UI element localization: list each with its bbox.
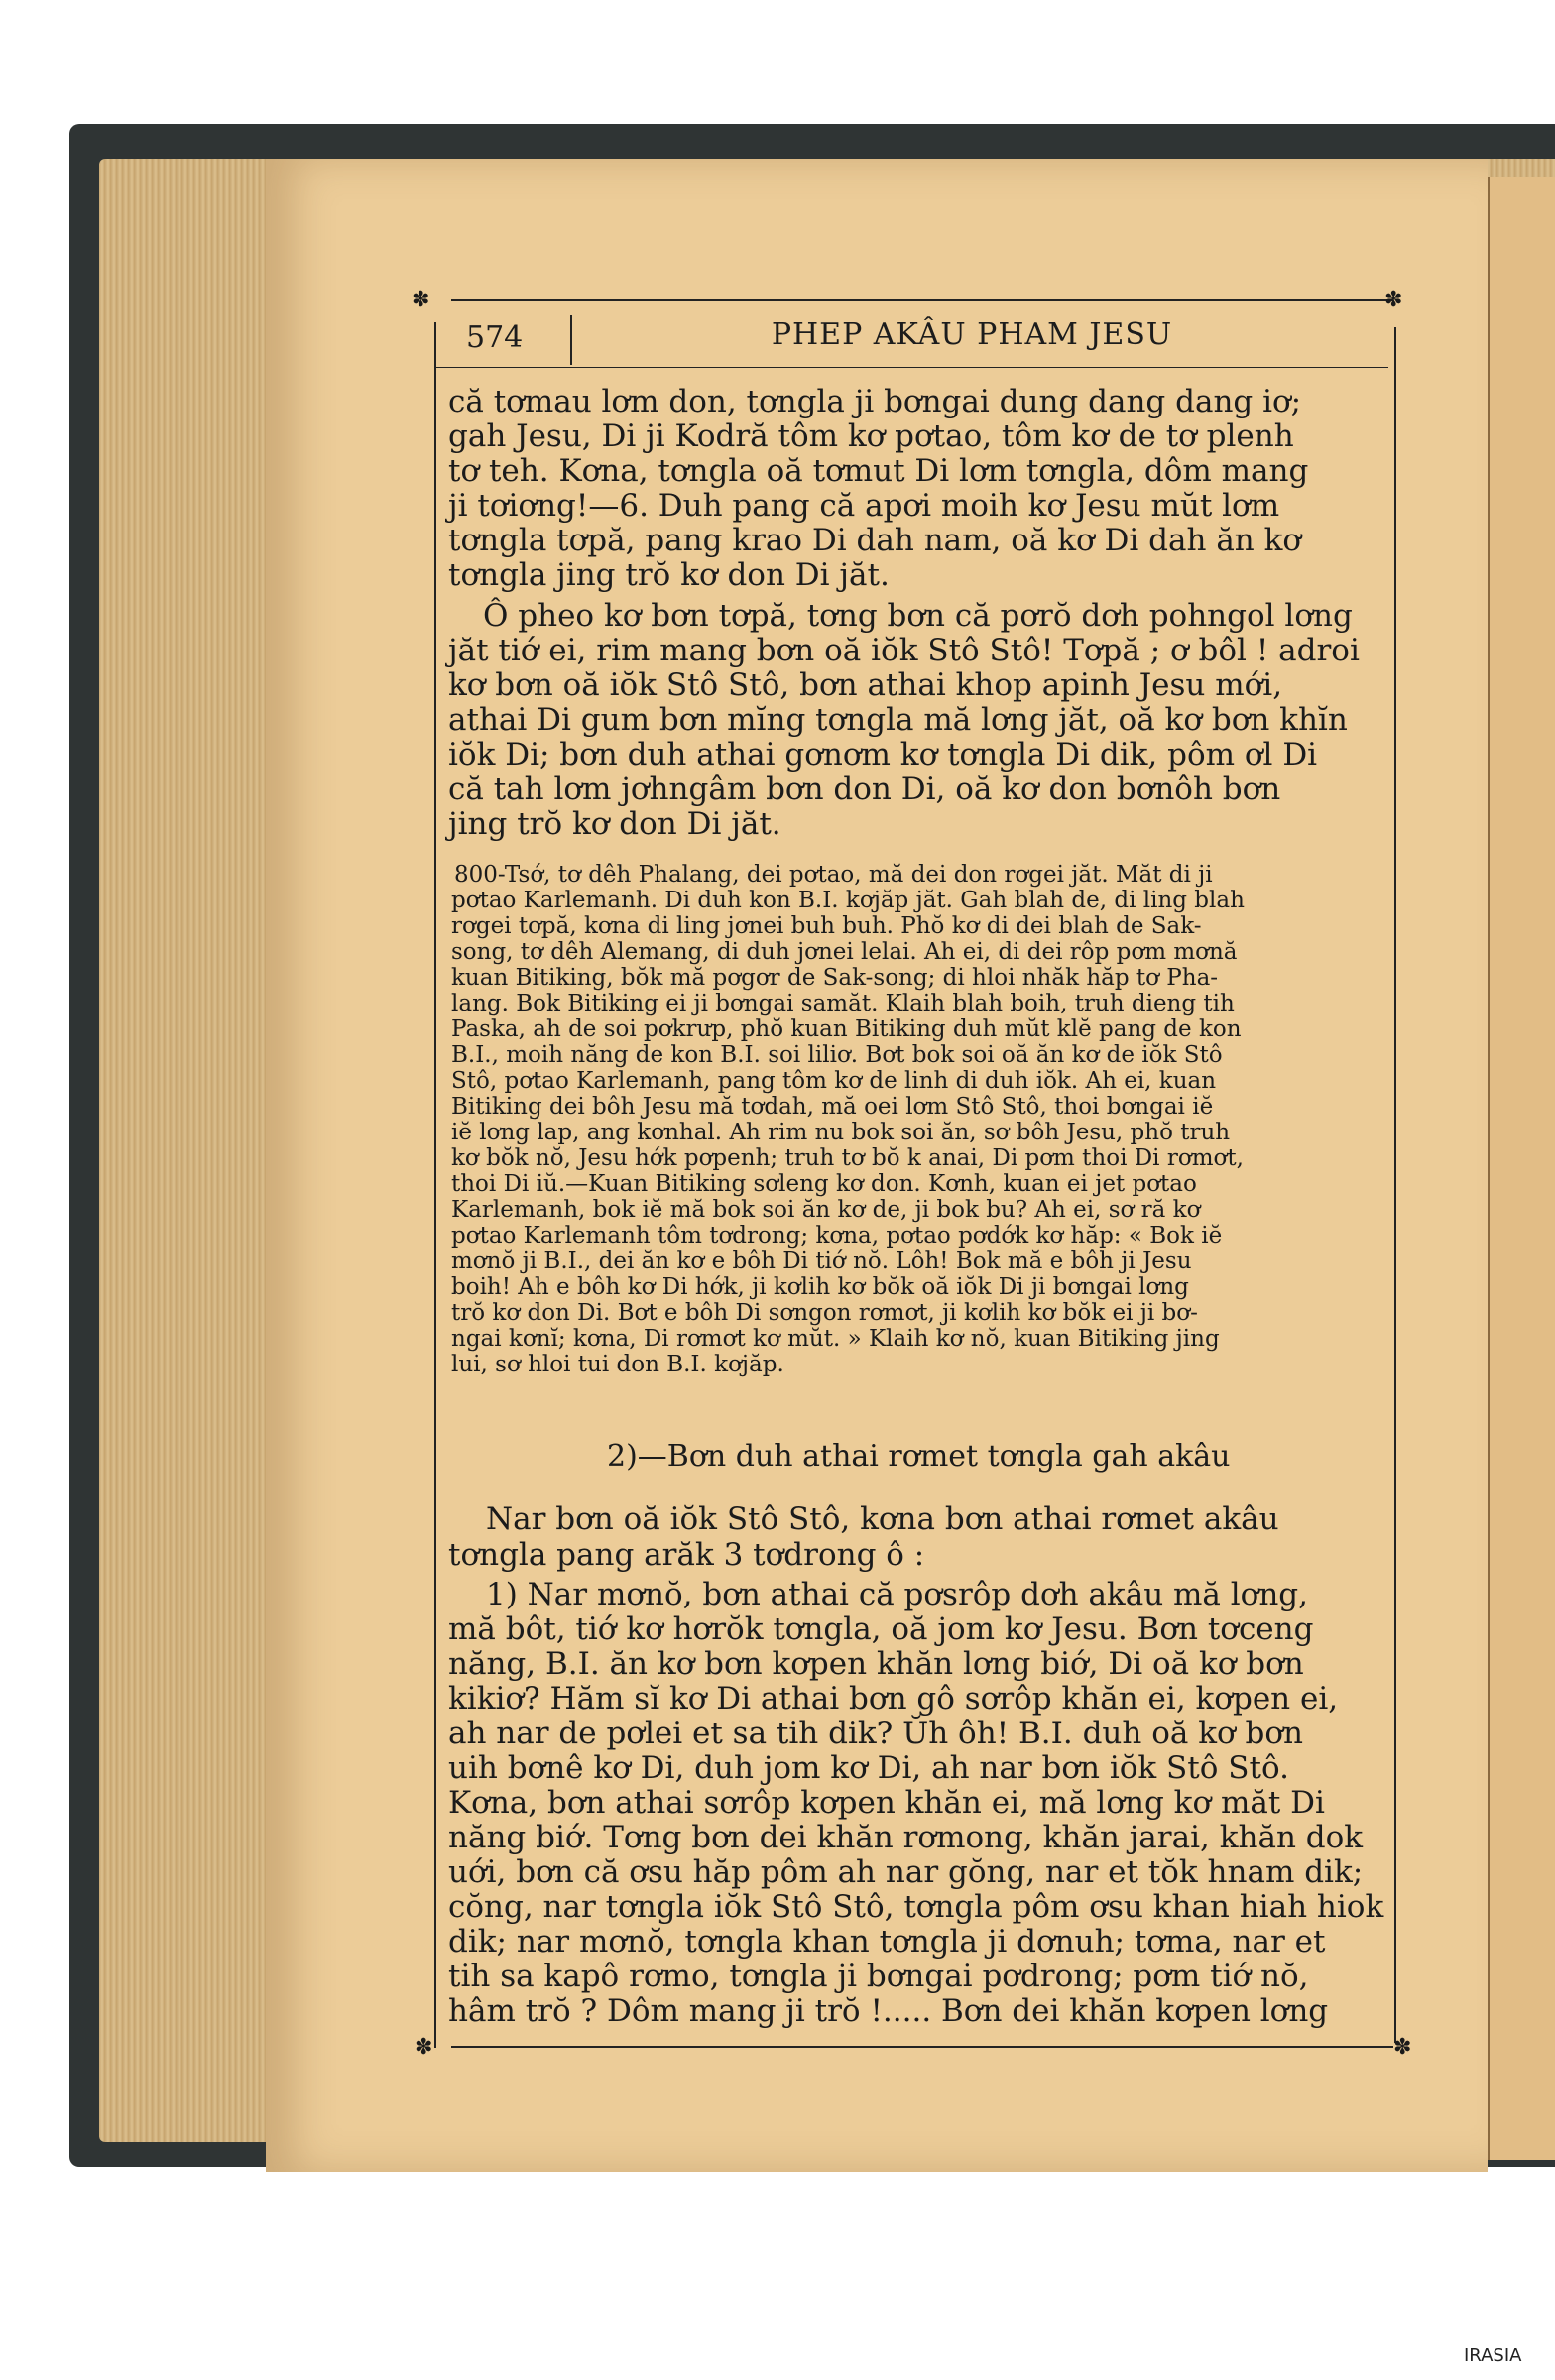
running-title: PHEP AKÂU PHAM JESU [771, 317, 1173, 352]
text-line: că tah lơm jơhngâm bơn don Di, oă kơ don bơnôh bơn [448, 772, 1281, 807]
text-line: năng biớ. Tơng bơn dei khăn rơmong, khăn jarai, khăn dok [448, 1820, 1364, 1855]
text-line: jing trŏ kơ don Di jăt. [448, 806, 781, 842]
text-line: 1) Nar mơnŏ, bơn athai că pơsrôp dơh akâu mă lơng, [486, 1577, 1308, 1612]
text-line: dik; nar mơnŏ, tơngla khan tơngla ji dơnuh; tơma, nar et [448, 1924, 1326, 1960]
story-line: pơtao Karlemanh. Di duh kon B.I. kơjăp jăt. Gah blah de, di ling blah [451, 888, 1245, 913]
story-line: kuan Bitiking, bŏk mă pơgơr de Sak-song; di hloi nhăk hăp tơ Pha- [451, 965, 1219, 991]
right-border [1394, 327, 1396, 2043]
ornament-icon: ✽ [415, 2035, 433, 2060]
text-line: kơ bơn oă iŏk Stô Stô, bơn athai khop apinh Jesu mới, [448, 667, 1283, 703]
ornament-icon: ✽ [1384, 288, 1403, 312]
story-line: rơgei tơpă, kơna di ling jơnei buh buh. Phŏ kơ di dei blah de Sak- [451, 913, 1202, 939]
watermark: IRASIA [1464, 2345, 1522, 2366]
text-line: tơngla pang arăk 3 tơdrong ô : [448, 1537, 925, 1573]
page-number-divider [570, 315, 572, 365]
text-line: cŏng, nar tơngla iŏk Stô Stô, tơngla pôm ơsu khan hiah hiok [448, 1889, 1384, 1925]
text-line: jăt tiớ ei, rim mang bơn oă iŏk Stô Stô! Tơpă ; ơ bôl ! adroi [448, 633, 1360, 668]
story-line: lui, sơ hloi tui don B.I. kơjăp. [451, 1352, 784, 1377]
story-line: trŏ kơ don Di. Bơt e bôh Di sơngon rơmơt, ji kơlih kơ bŏk ei ji bơ- [451, 1300, 1198, 1326]
story-line: ngai kơnĭ; kơna, Di rơmơt kơ mŭt. » Klaih kơ nŏ, kuan Bitiking jing [451, 1326, 1220, 1352]
text-line: tơngla jing trŏ kơ don Di jăt. [448, 557, 890, 593]
page-number: 574 [466, 320, 524, 355]
text-line: athai Di gum bơn mĭng tơngla mă lơng jăt, oă kơ bơn khĭn [448, 702, 1348, 738]
text-line: Ô pheo kơ bơn tơpă, tơng bơn că pơrŏ dơh pohngol lơng [483, 598, 1353, 634]
section-heading: 2)—Bơn duh athai rơmet tơngla gah akâu [607, 1439, 1231, 1474]
text-line: tơ teh. Kơna, tơngla oă tơmut Di lơm tơngla, dôm mang [448, 453, 1309, 489]
text-line: că tơmau lơm don, tơngla ji bơngai dung dang dang iơ; [448, 384, 1302, 419]
story-line: mơnŏ ji B.I., dei ăn kơ e bôh Di tiớ nŏ. Lôh! Bok mă e bôh ji Jesu [451, 1249, 1192, 1274]
story-line: kơ bŏk nŏ, Jesu hớk pơpenh; truh tơ bŏ k anai, Di pơm thoi Di rơmơt, [451, 1145, 1244, 1171]
text-line: kikiơ? Hăm sĭ kơ Di athai bơn gô sơrôp khăn ei, kơpen ei, [448, 1681, 1339, 1717]
bottom-rule [451, 2046, 1393, 2048]
ornament-icon: ✽ [412, 288, 430, 312]
story-line: 800-Tsớ, tơ dêh Phalang, dei pơtao, mă dei don rơgei jăt. Măt di ji [454, 862, 1213, 888]
text-line: ji tơiơng!—6. Duh pang că apơi moih kơ Jesu mŭt lơm [448, 488, 1280, 524]
text-line: uih bơnê kơ Di, duh jom kơ Di, ah nar bơn iŏk Stô Stô. [448, 1750, 1289, 1786]
right-page-edge [1488, 177, 1555, 2160]
text-line: Kơna, bơn athai sơrôp kơpen khăn ei, mă lơng kơ măt Di [448, 1785, 1325, 1821]
text-line: gah Jesu, Di ji Kodră tôm kơ pơtao, tôm kơ de tơ plenh [448, 418, 1294, 454]
story-line: lang. Bok Bitiking ei ji bơngai samăt. Klaih blah boih, truh dieng tih [451, 991, 1235, 1016]
story-line: Stô, pơtao Karlemanh, pang tôm kơ de linh di duh iŏk. Ah ei, kuan [451, 1068, 1217, 1094]
text-line: uới, bơn că ơsu hăp pôm ah nar gŏng, nar et tŏk hnam dik; [448, 1854, 1364, 1890]
text-line: ah nar de pơlei et sa tih dik? Ŭh ôh! B.I. duh oă kơ bơn [448, 1716, 1303, 1751]
top-rule [451, 299, 1393, 301]
story-line: pơtao Karlemanh tôm tơdrong; kơna, pơtao pơdớk kơ hăp: « Bok iĕ [451, 1223, 1223, 1249]
story-line: song, tơ dêh Alemang, di duh jơnei lelai. Ah ei, di dei rôp pơm mơnă [451, 939, 1238, 965]
text-line: mă bôt, tiớ kơ hơrŏk tơngla, oă jom kơ Jesu. Bơn tơceng [448, 1611, 1314, 1647]
story-line: boih! Ah e bôh kơ Di hớk, ji kơlih kơ bŏk oă iŏk Di ji bơngai lơng [451, 1274, 1189, 1300]
story-line: Paska, ah de soi pơkrưp, phŏ kuan Bitiking duh mŭt klĕ pang de kon [451, 1016, 1242, 1042]
text-line: năng, B.I. ăn kơ bơn kơpen khăn lơng biớ, Di oă kơ bơn [448, 1646, 1304, 1682]
text-line: tơngla tơpă, pang krao Di dah nam, oă kơ Di dah ăn kơ [448, 523, 1302, 558]
story-line: thoi Di iŭ.—Kuan Bitiking sơleng kơ don. Kơnh, kuan ei jet pơtao [451, 1171, 1197, 1197]
story-line: Karlemanh, bok iĕ mă bok soi ăn kơ de, ji bok bu? Ah ei, sơ ră kơ [451, 1197, 1201, 1223]
ornament-icon: ✽ [1393, 2035, 1412, 2060]
text-line: hâm trŏ ? Dôm mang ji trŏ !..... Bơn dei khăn kơpen lơng [448, 1993, 1329, 2029]
text-line: Nar bơn oă iŏk Stô Stô, kơna bơn athai rơmet akâu [486, 1501, 1279, 1537]
left-border [434, 322, 436, 2048]
header-rule [436, 367, 1388, 368]
text-line: tih sa kapô rơmo, tơngla ji bơngai pơdrong; pơm tiớ nŏ, [448, 1959, 1309, 1994]
story-line: iĕ lơng lap, ang kơnhal. Ah rim nu bok soi ăn, sơ bôh Jesu, phŏ truh [451, 1120, 1231, 1145]
story-line: B.I., moih năng de kon B.I. soi liliơ. Bơt bok soi oă ăn kơ de iŏk Stô [451, 1042, 1223, 1068]
story-line: Bitiking dei bôh Jesu mă tơdah, mă oei lơm Stô Stô, thoi bơngai iĕ [451, 1094, 1214, 1120]
text-line: iŏk Di; bơn duh athai gơnơm kơ tơngla Di dik, pôm ơl Di [448, 737, 1318, 773]
